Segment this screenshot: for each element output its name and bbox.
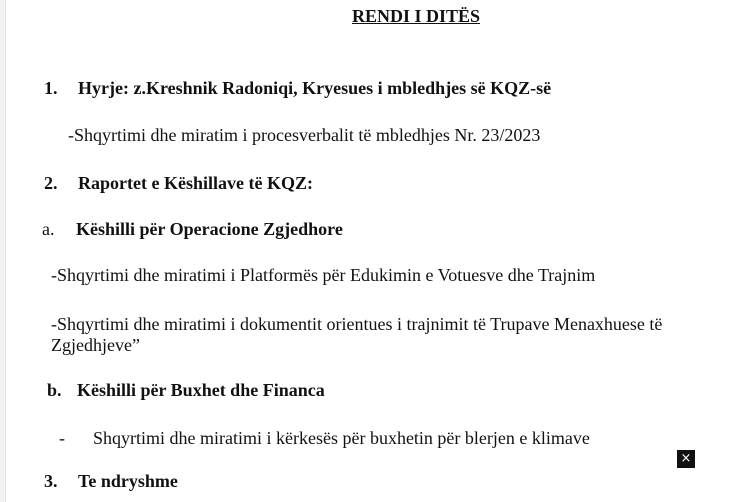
item-1-number: 1. [44, 78, 58, 98]
item-2-heading: Raportet e Këshillave të KQZ: [78, 173, 313, 193]
page-left-edge [0, 0, 6, 502]
section-b [47, 379, 325, 401]
section-b-heading: Këshilli për Buxhet dhe Financa [77, 380, 325, 400]
agenda-item-2 [44, 172, 313, 194]
section-a-line-1: -Shqyrtimi dhe miratimi i Platformës për Edukimin e Votuesve dhe Trajnim [51, 265, 596, 285]
item-1-subline: -Shqyrtimi dhe miratim i procesverbalit të mbledhjes Nr. 23/2023 [68, 125, 541, 145]
item-3-number: 3. [44, 471, 58, 491]
section-b-letter: b. [47, 380, 62, 400]
item-3-heading: Te ndryshme [78, 471, 178, 491]
agenda-title: RENDI I DITËS [352, 6, 481, 26]
agenda-item-3 [44, 470, 178, 492]
section-a-heading: Këshilli për Operacione Zgjedhore [76, 219, 343, 239]
section-a-line-3: Zgjedhjeve” [51, 335, 140, 355]
section-b-dash: - [59, 428, 65, 448]
section-a [42, 218, 343, 240]
agenda-item-1 [44, 77, 551, 99]
item-1-heading: Hyrje: z.Kreshnik Radoniqi, Kryesues i mbledhjes së KQZ-së [78, 78, 552, 98]
item-2-number: 2. [44, 173, 58, 193]
close-icon[interactable]: × [677, 450, 695, 468]
section-a-line-2: -Shqyrtimi dhe miratimi i dokumentit orientues i trajnimit të Trupave Menaxhuese të [51, 314, 663, 334]
section-b-line [59, 427, 590, 449]
section-a-letter: a. [42, 219, 55, 239]
section-b-text: Shqyrtimi dhe miratimi i kërkesës për buxhetin për blerjen e klimave [93, 428, 590, 448]
